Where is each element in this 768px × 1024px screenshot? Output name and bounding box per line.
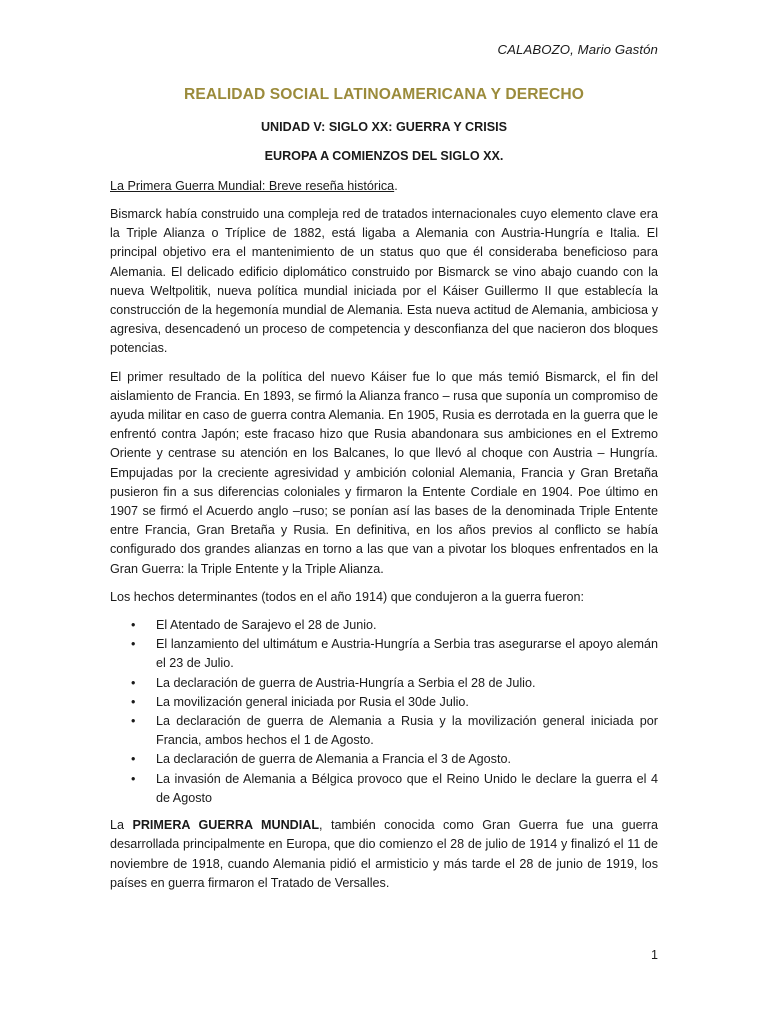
bullet-icon: • (131, 675, 136, 690)
author-header: CALABOZO, Mario Gastón (497, 42, 658, 57)
list-item (110, 635, 658, 673)
paragraph-bismarck: Bismarck había construido una compleja red de tratados internacionales cuyo elemento clave era la Triple Alianza o Tríplice de 1882, está ligaba a Alemania con Austria-Hungría e Italia. El principal objetivo era el mantenimiento de un status quo que él consideraba beneficioso para Alemania. El delicado edificio diplomático construido por Bismarck se vino abajo cuando con la nueva Weltpolitik, nueva política mundial iniciada por el Káiser Guillermo II que establecía la construcción de la hegemonía mundial de Alemania. Esta nueva actitud de Alemania, ambiciosa y agresiva, desencadenó un proceso de competencia y desconfianza del que nacieron dos bloques potencias. (110, 207, 658, 356)
subheading (110, 179, 658, 193)
bullet-icon: • (131, 714, 136, 729)
list-item-text: La invasión de Alemania a Bélgica provoco que el Reino Unido le declare la guerra el 4 de Agosto (156, 771, 658, 805)
document-body (110, 86, 658, 902)
paragraph-events-intro: Los hechos determinantes (todos en el año 1914) que condujeron a la guerra fueron: (110, 589, 584, 604)
unit-title: UNIDAD V: SIGLO XX: GUERRA Y CRISIS (260, 120, 508, 134)
page-number: 1 (650, 948, 658, 962)
paragraph-first-world-war (110, 816, 658, 893)
section-title: EUROPA A COMIENZOS DEL SIGLO XX. (264, 149, 504, 163)
bullet-icon: • (131, 771, 136, 786)
list-item (110, 750, 658, 769)
final-paragraph-prefix: La (110, 818, 133, 833)
list-item-text: El Atentado de Sarajevo el 28 de Junio. (156, 618, 377, 633)
final-paragraph-bold: PRIMERA GUERRA MUNDIAL (132, 818, 320, 833)
final-paragraph-rest: , también conocida como Gran Guerra fue una guerra desarrollada principalmente en Europa, que dio comienzo el 28 de julio de 1914 y finalizó el 11 de noviembre de 1918, cuando Alemania pidió el armisticio y más tarde el 28 de junio de 1919, los países en guerra firmaron el Tratado de Versalles. (110, 818, 658, 890)
list-item (110, 674, 658, 693)
list-item-text: La declaración de guerra de Alemania a Rusia y la movilización general iniciada por Francia, ambos hechos el 1 de Agosto. (156, 714, 658, 748)
list-item-text: La declaración de guerra de Alemania a Francia el 3 de Agosto. (156, 752, 511, 767)
events-list (110, 616, 658, 808)
subheading-text: La Primera Guerra Mundial: Breve reseña histórica (110, 179, 395, 193)
list-item (110, 616, 658, 635)
subheading-period: . (394, 179, 398, 193)
bullet-icon: • (131, 752, 136, 767)
list-item (110, 770, 658, 808)
list-item-text: El lanzamiento del ultimátum e Austria-Hungría a Serbia tras asegurarse el apoyo alemán el 23 de Julio. (156, 637, 658, 671)
list-item-text: La movilización general iniciada por Rusia el 30de Julio. (156, 694, 469, 709)
list-item (110, 712, 658, 750)
list-item (110, 693, 658, 712)
course-title: REALIDAD SOCIAL LATINOAMERICANA Y DERECHO (183, 86, 585, 103)
bullet-icon: • (131, 637, 136, 652)
bullet-icon: • (131, 618, 136, 633)
list-item-text: La declaración de guerra de Austria-Hungría a Serbia el 28 de Julio. (156, 675, 536, 690)
paragraph-kaiser: El primer resultado de la política del nuevo Káiser fue lo que más temió Bismarck, el fin del aislamiento de Francia. En 1893, se firmó la Alianza franco – rusa que suponía un compromiso de ayuda militar en caso de guerra contra Alemania. En 1905, Rusia es derrotada en la guerra que le enfrentó contra Japón; este fracaso hizo que Rusia abandonara sus ambiciones en el Extremo Oriente y centrase su atención en los Balcanes, lo que llevó al choque con Austria – Hungría. Empujadas por la creciente agresividad y ambición colonial Alemania, Francia y Gran Bretaña pusieron fin a sus diferencias coloniales y firmaron la Entente Cordiale en 1904. Poe último en 1907 se firmó el Acuerdo anglo –ruso; se ponían así las bases de la denominada Triple Entente entre Francia, Gran Bretaña y Rusia. En definitiva, en los años previos al conflicto se había configurado dos grandes alianzas en torno a las que van a pivotar los bloques enfrentados en la Gran Guerra: la Triple Entente y la Triple Alianza. (110, 369, 658, 576)
bullet-icon: • (131, 694, 136, 709)
